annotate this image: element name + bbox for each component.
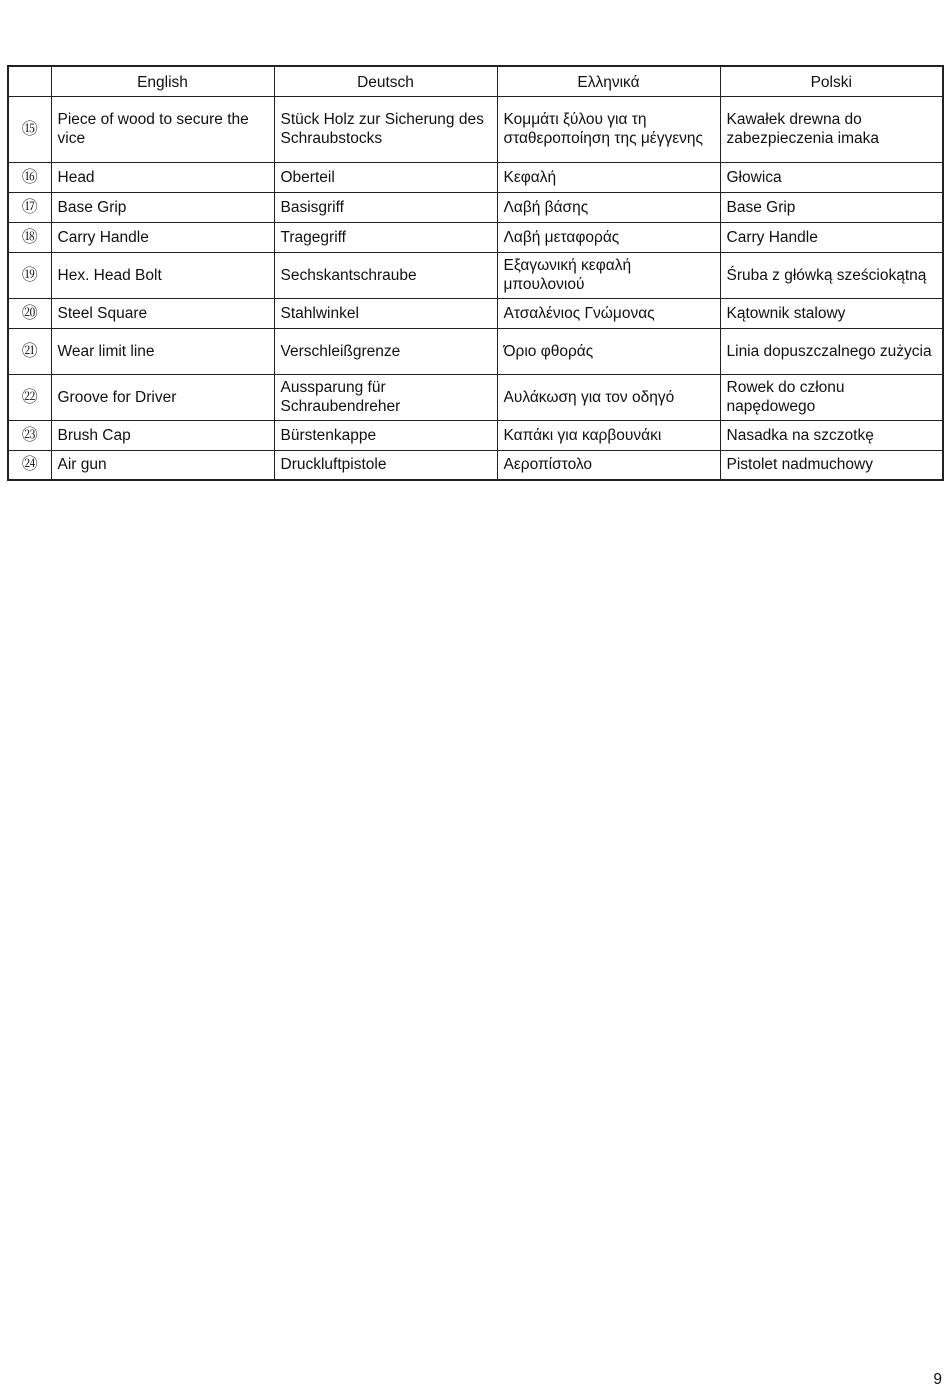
cell-deutsch: Sechskantschraube [274, 252, 497, 298]
part-number: ⑮ [8, 96, 51, 162]
cell-english: Wear limit line [51, 328, 274, 374]
cell-greek: Εξαγωνική κεφαλή μπουλονιού [497, 252, 720, 298]
header-deutsch: Deutsch [274, 66, 497, 96]
part-number: ⑰ [8, 192, 51, 222]
cell-polski: Rowek do członu napędowego [720, 374, 943, 420]
cell-deutsch: Aussparung für Schraubendreher [274, 374, 497, 420]
cell-deutsch: Tragegriff [274, 222, 497, 252]
part-number: ⑱ [8, 222, 51, 252]
cell-polski: Carry Handle [720, 222, 943, 252]
cell-greek: Ατσαλένιος Γνώμονας [497, 298, 720, 328]
cell-greek: Όριο φθοράς [497, 328, 720, 374]
cell-polski: Śruba z główką sześciokątną [720, 252, 943, 298]
cell-english: Brush Cap [51, 420, 274, 450]
cell-english: Air gun [51, 450, 274, 480]
header-number [8, 66, 51, 96]
cell-greek: Αυλάκωση για τον οδηγό [497, 374, 720, 420]
table-header-row [8, 66, 943, 96]
cell-english: Groove for Driver [51, 374, 274, 420]
table-row [8, 374, 943, 420]
part-number: ㉑ [8, 328, 51, 374]
cell-english: Carry Handle [51, 222, 274, 252]
part-number: ⑳ [8, 298, 51, 328]
table-row [8, 420, 943, 450]
cell-greek: Αεροπίστολο [497, 450, 720, 480]
cell-greek: Καπάκι για καρβουνάκι [497, 420, 720, 450]
cell-english: Piece of wood to secure the vice [51, 96, 274, 162]
cell-polski: Kątownik stalowy [720, 298, 943, 328]
cell-english: Base Grip [51, 192, 274, 222]
table-row [8, 298, 943, 328]
table-row [8, 222, 943, 252]
cell-deutsch: Verschleißgrenze [274, 328, 497, 374]
cell-polski: Linia dopuszczalnego zużycia [720, 328, 943, 374]
part-number: ㉓ [8, 420, 51, 450]
part-number: ㉔ [8, 450, 51, 480]
cell-greek: Λαβή βάσης [497, 192, 720, 222]
cell-polski: Pistolet nadmuchowy [720, 450, 943, 480]
cell-english: Head [51, 162, 274, 192]
table-row [8, 96, 943, 162]
cell-polski: Base Grip [720, 192, 943, 222]
cell-english: Hex. Head Bolt [51, 252, 274, 298]
cell-greek: Λαβή μεταφοράς [497, 222, 720, 252]
part-number: ⑲ [8, 252, 51, 298]
header-polski: Polski [720, 66, 943, 96]
part-number: ㉒ [8, 374, 51, 420]
cell-greek: Κεφαλή [497, 162, 720, 192]
cell-deutsch: Basisgriff [274, 192, 497, 222]
page-number: 9 [933, 1371, 942, 1388]
cell-polski: Kawałek drewna do zabezpieczenia imaka [720, 96, 943, 162]
cell-greek: Κομμάτι ξύλου για τη σταθεροποίηση της μέγγενης [497, 96, 720, 162]
table-row [8, 192, 943, 222]
cell-deutsch: Druckluftpistole [274, 450, 497, 480]
cell-polski: Nasadka na szczotkę [720, 420, 943, 450]
cell-deutsch: Oberteil [274, 162, 497, 192]
cell-deutsch: Stahlwinkel [274, 298, 497, 328]
cell-polski: Głowica [720, 162, 943, 192]
table-row [8, 328, 943, 374]
part-number: ⑯ [8, 162, 51, 192]
table-row [8, 162, 943, 192]
header-english: English [51, 66, 274, 96]
table-row [8, 450, 943, 480]
cell-deutsch: Bürstenkappe [274, 420, 497, 450]
cell-english: Steel Square [51, 298, 274, 328]
table-row [8, 252, 943, 298]
parts-translation-table [7, 65, 944, 481]
cell-deutsch: Stück Holz zur Sicherung des Schraubstocks [274, 96, 497, 162]
header-greek: Ελληνικά [497, 66, 720, 96]
